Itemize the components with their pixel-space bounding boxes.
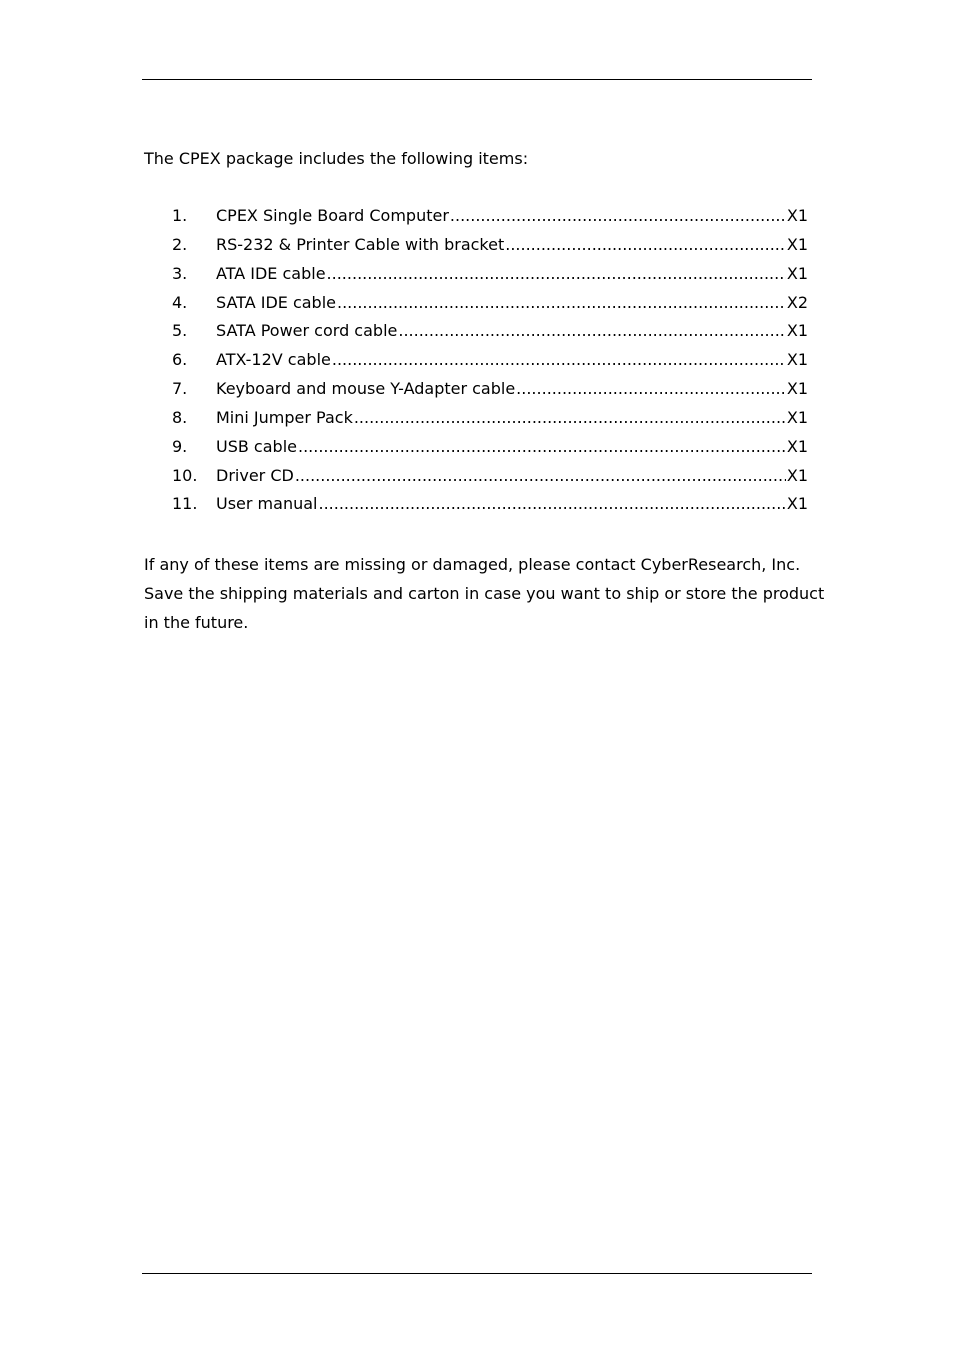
list-item: [172, 262, 808, 291]
item-label: ATA IDE cable: [216, 263, 326, 283]
item-quantity: X1: [786, 379, 808, 399]
package-items-list: [172, 204, 808, 521]
item-label: SATA Power cord cable: [216, 321, 398, 341]
item-quantity: X1: [786, 206, 808, 225]
dot-leader: [516, 377, 786, 401]
item-quantity: X1: [786, 465, 808, 485]
item-number: 4.: [172, 292, 188, 312]
list-item: [172, 291, 808, 320]
item-number: 8.: [172, 407, 188, 427]
item-quantity: X1: [786, 263, 808, 283]
list-item: [172, 348, 808, 377]
item-label: RS-232 & Printer Cable with bracket: [216, 234, 505, 254]
item-label: SATA IDE cable: [216, 292, 336, 312]
item-label: CPEX Single Board Computer: [216, 206, 449, 225]
dot-leader: [354, 406, 786, 430]
header-rule: [142, 79, 812, 80]
list-item: [172, 406, 808, 435]
item-quantity: X1: [786, 321, 808, 341]
dot-leader: [398, 319, 786, 343]
item-number: 9.: [172, 436, 188, 456]
list-item: [172, 435, 808, 464]
item-number: 6.: [172, 350, 188, 370]
item-label: User manual: [216, 494, 318, 514]
dot-leader: [318, 492, 785, 516]
item-quantity: X1: [786, 494, 808, 514]
dot-leader: [298, 435, 786, 459]
item-number: 1.: [172, 206, 188, 225]
item-quantity: X1: [786, 436, 808, 456]
item-number: 5.: [172, 321, 188, 341]
list-item: [172, 464, 808, 493]
list-item: [172, 377, 808, 406]
item-quantity: X1: [786, 407, 808, 427]
closing-line: Save the shipping materials and carton in case you want to ship or store the product: [144, 584, 825, 603]
list-item: [172, 204, 808, 233]
intro-text: The CPEX package includes the following items:: [144, 149, 529, 168]
item-label: Keyboard and mouse Y-Adapter cable: [216, 379, 516, 399]
item-quantity: X1: [786, 350, 808, 370]
closing-paragraph: [144, 550, 825, 637]
dot-leader: [295, 464, 786, 488]
item-number: 7.: [172, 379, 188, 399]
dot-leader: [327, 262, 786, 286]
dot-leader: [450, 204, 786, 228]
list-item: [172, 492, 808, 521]
list-item: [172, 319, 808, 348]
item-quantity: X1: [786, 234, 808, 254]
closing-line: If any of these items are missing or damaged, please contact CyberResearch, Inc.: [144, 555, 801, 574]
item-label: Driver CD: [216, 465, 294, 485]
item-label: ATX-12V cable: [216, 350, 331, 370]
dot-leader: [332, 348, 786, 372]
item-number: 3.: [172, 263, 188, 283]
item-label: USB cable: [216, 436, 297, 456]
closing-line: in the future.: [144, 613, 249, 632]
dot-leader: [505, 233, 786, 257]
item-number: 10.: [172, 465, 198, 485]
item-number: 2.: [172, 234, 188, 254]
footer-rule: [142, 1273, 812, 1274]
item-label: Mini Jumper Pack: [216, 407, 353, 427]
item-number: 11.: [172, 494, 198, 514]
list-item: [172, 233, 808, 262]
item-quantity: X2: [786, 292, 808, 312]
dot-leader: [337, 291, 786, 315]
